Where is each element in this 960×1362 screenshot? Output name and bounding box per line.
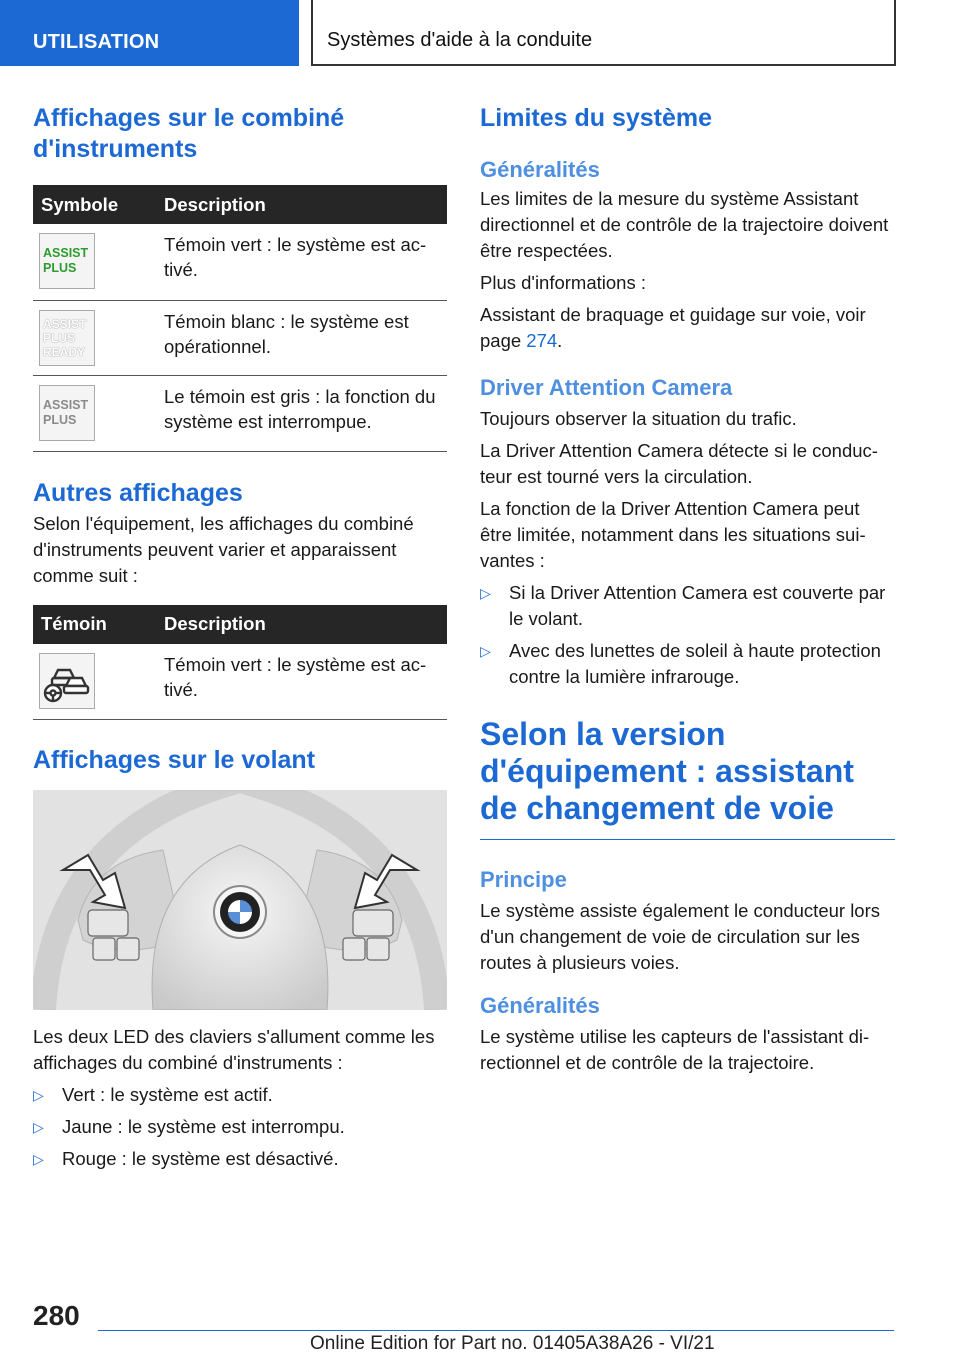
symbol-table [33,185,447,452]
assist-plus-grey-icon: ASSIST PLUS [39,385,95,441]
table-row [33,224,447,300]
principle-heading: Principe [480,867,567,892]
row-description: Témoin vert : le système est activé. [164,644,447,720]
page-header [0,0,960,66]
table-header-symbol: Symbole [33,185,164,224]
limits-heading: Limites du système [480,104,713,132]
chapter-title: Systèmes d'aide à la conduite [311,0,896,66]
row-description: Le témoin est gris : la fonction du système est interrompue. [164,375,447,451]
triangle-bullet-icon: ▷ [480,643,491,659]
triangle-bullet-icon: ▷ [480,585,491,601]
table-header-row [33,185,447,224]
dac-bullet-list [480,580,895,690]
triangle-bullet-icon: ▷ [33,1151,44,1167]
assist-plus-ready-white-icon: ASSIST PLUS READY [39,310,95,366]
section-divider [480,839,895,840]
left-column [33,100,447,1172]
right-column [480,100,895,1076]
cluster-heading: Affichages sur le combiné d'instruments [33,104,345,163]
triangle-bullet-icon: ▷ [33,1119,44,1135]
list-item: ▷ Rouge : le système est désactivé. [33,1146,447,1172]
wheel-bullet-list [33,1082,447,1172]
general-heading-2: Généralités [480,993,600,1018]
table-row [33,644,447,720]
section-tab[interactable]: UTILISATION [0,0,299,66]
wheel-text: Les deux LED des claviers s'allument comme les affichages du combiné d'instruments : [33,1026,435,1073]
principle-text: Le système assiste également le conducteur lors d'un changement de voie de circulation sur les routes à plusieurs voies. [480,900,881,973]
general-heading: Généralités [480,157,600,182]
indicator-table [33,605,447,721]
page-number: 280 [33,1300,80,1331]
table-row [33,375,447,451]
general-text-2: Le système utilise les capteurs de l'assistant directionnel et de contrôle de la trajectoire. [480,1026,870,1073]
dac-heading: Driver Attention Camera [480,375,733,400]
wheel-heading: Affichages sur le volant [33,746,316,774]
general-text: Les limites de la mesure du système Assistant directionnel et de contrôle de la trajectoire doivent être respectées. [480,188,889,261]
table-header-row [33,605,447,644]
other-text: Selon l'équipement, les affichages du combiné d'instruments peuvent varier et apparaissent comme suit : [33,512,414,586]
more-info-reference: Assistant de braquage et guidage sur voie, voir page 274. [480,304,866,351]
other-heading: Autres affichages [33,478,243,507]
list-item: ▷ Jaune : le système est interrompu. [33,1114,447,1140]
dac-paragraph-1: Toujours observer la situation du trafic. [480,408,797,429]
row-description: Témoin blanc : le système est opérationnel. [164,300,447,375]
row-description: Témoin vert : le système est activé. [164,224,447,300]
triangle-bullet-icon: ▷ [33,1087,44,1103]
list-item: ▷ Vert : le système est actif. [33,1082,447,1108]
lane-change-heading: Selon la version d'équipement : assistant de changement de voie [480,716,854,826]
table-row [33,300,447,375]
steering-wheel-image [33,790,447,1010]
table-header-description: Description [164,605,447,644]
table-header-description: Description [164,185,447,224]
more-info-label: Plus d'informations : [480,272,646,293]
list-item: ▷ Si la Driver Attention Camera est couverte par le volant. [480,582,886,629]
dac-paragraph-3: La fonction de la Driver Attention Camera peut être limitée, notamment dans les situations suivantes : [480,498,866,571]
page-link[interactable]: 274 [526,330,558,351]
edition-text: Online Edition for Part no. 01405A38A26 - VI/21 [310,1333,715,1354]
steering-assist-cars-icon [39,653,95,709]
list-item: ▷ Avec des lunettes de soleil à haute protection contre la lumière infrarouge. [480,640,881,687]
assist-plus-green-icon: ASSIST PLUS [39,233,95,289]
dac-paragraph-2: La Driver Attention Camera détecte si le conducteur est tourné vers la circulation. [480,440,878,487]
table-header-indicator: Témoin [33,605,164,644]
footer-divider [98,1330,894,1331]
